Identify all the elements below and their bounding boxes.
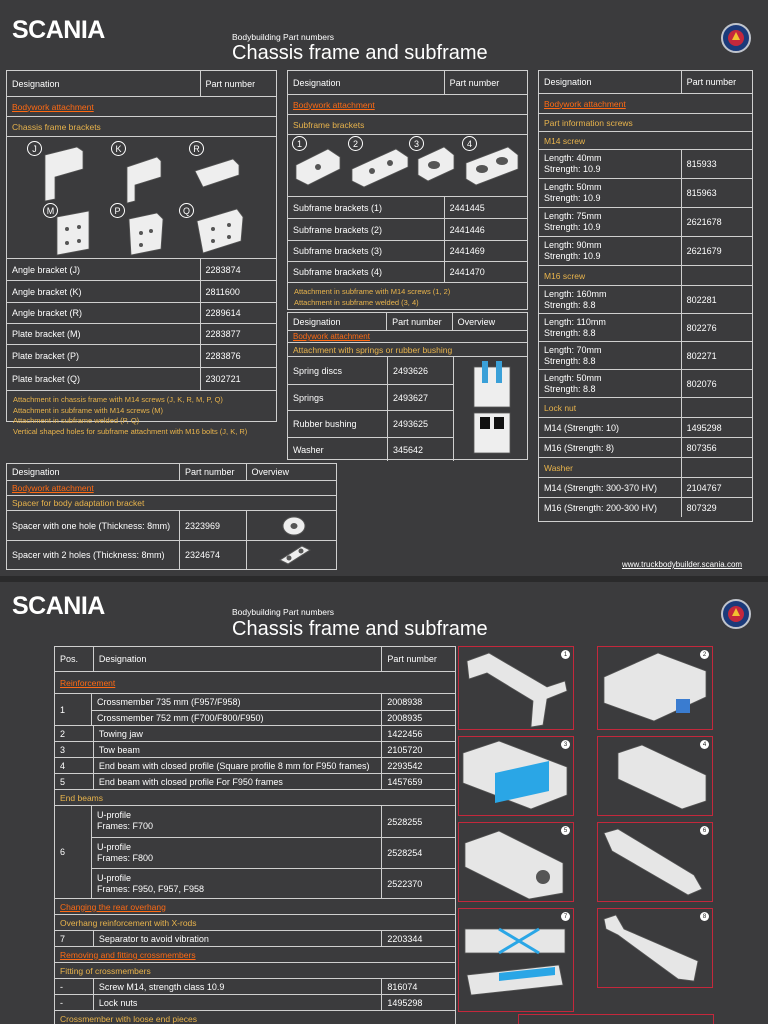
figure-tag: P bbox=[110, 203, 125, 218]
table-row: Plate bracket (P) 2283876 bbox=[7, 344, 276, 367]
figure-tag: 3 bbox=[409, 136, 424, 151]
subsection-spacer: Spacer for body adaptation bracket bbox=[12, 498, 145, 508]
scania-griffin-badge-icon bbox=[720, 22, 752, 54]
table-row: Length: 75mm Strength: 10.9 2621678 bbox=[539, 207, 752, 236]
figure-tag: Q bbox=[179, 203, 194, 218]
table-row: Subframe brackets (2) 2441446 bbox=[288, 218, 527, 240]
table-row: Length: 40mm Strength: 10.9 815933 bbox=[539, 149, 752, 178]
table-row: Length: 50mm Strength: 10.9 815963 bbox=[539, 178, 752, 207]
table-row: 3 Tow beam 2105720 bbox=[55, 741, 455, 757]
figure-tag: M bbox=[43, 203, 58, 218]
page-title: Chassis frame and subframe bbox=[232, 618, 488, 640]
scania-logo: SCANIA bbox=[12, 16, 105, 44]
section-loose-end-pieces: Crossmember with loose end pieces bbox=[60, 1013, 198, 1024]
figure-tag: J bbox=[27, 141, 42, 156]
table-row: Subframe brackets (1) 2441445 bbox=[288, 196, 527, 218]
table-row: Length: 110mm Strength: 8.8 802276 bbox=[539, 313, 752, 341]
table-row: Plate bracket (Q) 2302721 bbox=[7, 367, 276, 390]
table-row: M14 (Strength: 10) 1495298 bbox=[539, 417, 752, 437]
subsection-subframe-brackets: Subframe brackets bbox=[293, 119, 365, 130]
section-changing-overhang: Changing the rear overhang bbox=[60, 901, 166, 912]
group-m16-screw: M16 screw bbox=[544, 270, 586, 281]
table-row: 7 Separator to avoid vibration 2203344 bbox=[55, 930, 455, 946]
screw-information-table bbox=[538, 70, 753, 522]
figure-8: 8 bbox=[597, 908, 713, 988]
figure-7: 7 bbox=[458, 908, 574, 1012]
subframe-brackets-table bbox=[287, 70, 528, 310]
table-row: M14 (Strength: 300-370 HV) 2104767 bbox=[539, 477, 752, 497]
table-header: Designation Part number Overview bbox=[7, 464, 336, 480]
website-link[interactable]: www.truckbodybuilder.scania.com bbox=[622, 560, 743, 569]
chassis-bracket-illustration-icon bbox=[7, 137, 276, 259]
table-row-group: 6 U-profile Frames: F700 2528255 U-profile Frames: F800 2528254 U-profile Frames: F950, F957, F958 2522370 bbox=[55, 805, 455, 898]
section-end-beams: End beams bbox=[60, 792, 103, 803]
table-row: Spacer with 2 holes (Thickness: 8mm) 2324674 bbox=[7, 540, 336, 569]
subsection-springs-bushing: Attachment with springs or rubber bushing bbox=[293, 344, 453, 355]
section-bodywork-attachment: Bodywork attachment bbox=[12, 483, 94, 493]
table-row: 2 Towing jaw 1422456 bbox=[55, 725, 455, 741]
table-header: Designation Part number bbox=[539, 71, 752, 93]
section-bodywork-attachment: Bodywork attachment bbox=[12, 101, 94, 112]
table-row: 4 End beam with closed profile (Square profile 8 mm for F950 frames) 2293542 bbox=[55, 757, 455, 773]
table-header bbox=[7, 71, 276, 96]
header-designation: Designation bbox=[12, 78, 60, 89]
section-bodywork-attachment: Bodywork attachment bbox=[544, 98, 626, 109]
table-row: M16 (Strength: 200-300 HV) 807329 bbox=[539, 497, 752, 517]
reinforcement-table bbox=[54, 646, 456, 1024]
figure-3: 3 bbox=[458, 736, 574, 816]
chassis-frame-brackets-table bbox=[6, 70, 277, 436]
table-row: - Lock nuts 1495298 bbox=[55, 994, 455, 1010]
spacer-one-hole-icon bbox=[279, 514, 309, 538]
figure-2: 2 bbox=[597, 646, 713, 730]
end-beam-figure-icon bbox=[598, 737, 712, 815]
table-row: 5 End beam with closed profile For F950 frames 1457659 bbox=[55, 773, 455, 789]
x-rod-reinforcement-figure-icon bbox=[459, 909, 573, 1011]
table-row: Subframe brackets (3) 2441469 bbox=[288, 240, 527, 261]
table-row-group: 1 Crossmember 735 mm (F957/F958) 2008938 Crossmember 752 mm (F700/F800/F950) 2008935 bbox=[55, 693, 455, 725]
figure-tag: 1 bbox=[292, 136, 307, 151]
scania-griffin-badge-icon bbox=[720, 598, 752, 630]
table-row: Spacer with one hole (Thickness: 8mm) 2323969 bbox=[7, 510, 336, 540]
spring-bushing-illustration-icon bbox=[454, 357, 530, 461]
brackets-figure bbox=[7, 136, 276, 258]
overview-figure bbox=[453, 357, 529, 461]
table-header: Designation Part number bbox=[288, 71, 527, 94]
section-overhang-reinforcement: Overhang reinforcement with X-rods bbox=[60, 917, 197, 928]
spacer-two-holes-icon bbox=[274, 542, 314, 568]
table-row: Plate bracket (M) 2283877 bbox=[7, 323, 276, 344]
table-row: Rubber bushing 2493625 bbox=[288, 410, 453, 437]
section-bodywork-attachment: Bodywork attachment bbox=[293, 332, 370, 341]
section-fitting-crossmembers: Fitting of crossmembers bbox=[60, 965, 151, 976]
table-header: Pos. Designation Part number bbox=[55, 647, 455, 671]
table-row: - Screw M14, strength class 10.9 816074 bbox=[55, 978, 455, 994]
table-row: Angle bracket (K) 2811600 bbox=[7, 280, 276, 302]
page-2 bbox=[0, 582, 768, 1024]
table-row: Washer 345642 bbox=[288, 437, 453, 461]
page-title: Chassis frame and subframe bbox=[232, 42, 488, 64]
subframe-bracket-illustration-icon bbox=[288, 135, 527, 197]
table-row: Length: 90mm Strength: 10.9 2621679 bbox=[539, 236, 752, 265]
tow-beam-figure-icon bbox=[459, 737, 573, 815]
header-part-number: Part number bbox=[200, 71, 276, 96]
subsection-screw-info: Part information screws bbox=[544, 117, 633, 128]
u-profile-figure-icon bbox=[459, 823, 573, 901]
figure-6: 6 bbox=[597, 822, 713, 902]
group-washer: Washer bbox=[544, 462, 573, 473]
subsection-chassis-frame-brackets: Chassis frame brackets bbox=[12, 121, 101, 132]
table-row: Subframe brackets (4) 2441470 bbox=[288, 261, 527, 282]
table-row: Length: 50mm Strength: 8.8 802076 bbox=[539, 369, 752, 397]
table-row: Springs 2493627 bbox=[288, 384, 453, 410]
figure-4: 4 bbox=[597, 736, 713, 816]
table-row: Length: 160mm Strength: 8.8 802281 bbox=[539, 285, 752, 313]
figure-tag: R bbox=[189, 141, 204, 156]
end-piece-figure-icon bbox=[598, 823, 712, 901]
figure-9-partial bbox=[518, 1014, 714, 1024]
table-row: Angle bracket (R) 2289614 bbox=[7, 302, 276, 323]
separator-figure-icon bbox=[598, 909, 712, 987]
page-subtitle: Bodybuilding Part numbers bbox=[232, 32, 335, 42]
figure-tag: 4 bbox=[462, 136, 477, 151]
group-m14-screw: M14 screw bbox=[544, 135, 586, 146]
section-bodywork-attachment: Bodywork attachment bbox=[293, 99, 375, 110]
table-row: Spring discs 2493626 bbox=[288, 357, 453, 384]
table-notes: Attachment in subframe with M14 screws (1, 2) Attachment in subframe welded (3, 4) bbox=[288, 282, 527, 309]
table-notes: Attachment in chassis frame with M14 screws (J, K, R, M, P, Q) Attachment in subframe with M14 screws (M) Attachment in subframe welded (P, Q) Vertical shaped holes for subframe attachment with M16 bolts (J, K, R) bbox=[7, 390, 276, 423]
table-row: M16 (Strength: 8) 807356 bbox=[539, 437, 752, 457]
crossmember-figure-icon bbox=[459, 647, 573, 729]
springs-bushing-table bbox=[287, 312, 528, 460]
figure-tag: K bbox=[111, 141, 126, 156]
page-subtitle: Bodybuilding Part numbers bbox=[232, 607, 335, 617]
group-lock-nut: Lock nut bbox=[544, 402, 577, 413]
table-row: Angle bracket (J) 2283874 bbox=[7, 258, 276, 280]
table-row: Length: 70mm Strength: 8.8 802271 bbox=[539, 341, 752, 369]
towing-jaw-figure-icon bbox=[598, 647, 712, 729]
figure-1: 1 bbox=[458, 646, 574, 730]
table-header: Designation Part number Overview bbox=[288, 313, 527, 330]
section-reinforcement: Reinforcement bbox=[60, 677, 116, 688]
section-removing-crossmembers: Removing and fitting crossmembers bbox=[60, 949, 196, 960]
figure-tag: 2 bbox=[348, 136, 363, 151]
scania-logo: SCANIA bbox=[12, 592, 105, 620]
spacer-table bbox=[6, 463, 337, 570]
figure-5: 5 bbox=[458, 822, 574, 902]
subframe-bracket-figure bbox=[288, 134, 527, 196]
